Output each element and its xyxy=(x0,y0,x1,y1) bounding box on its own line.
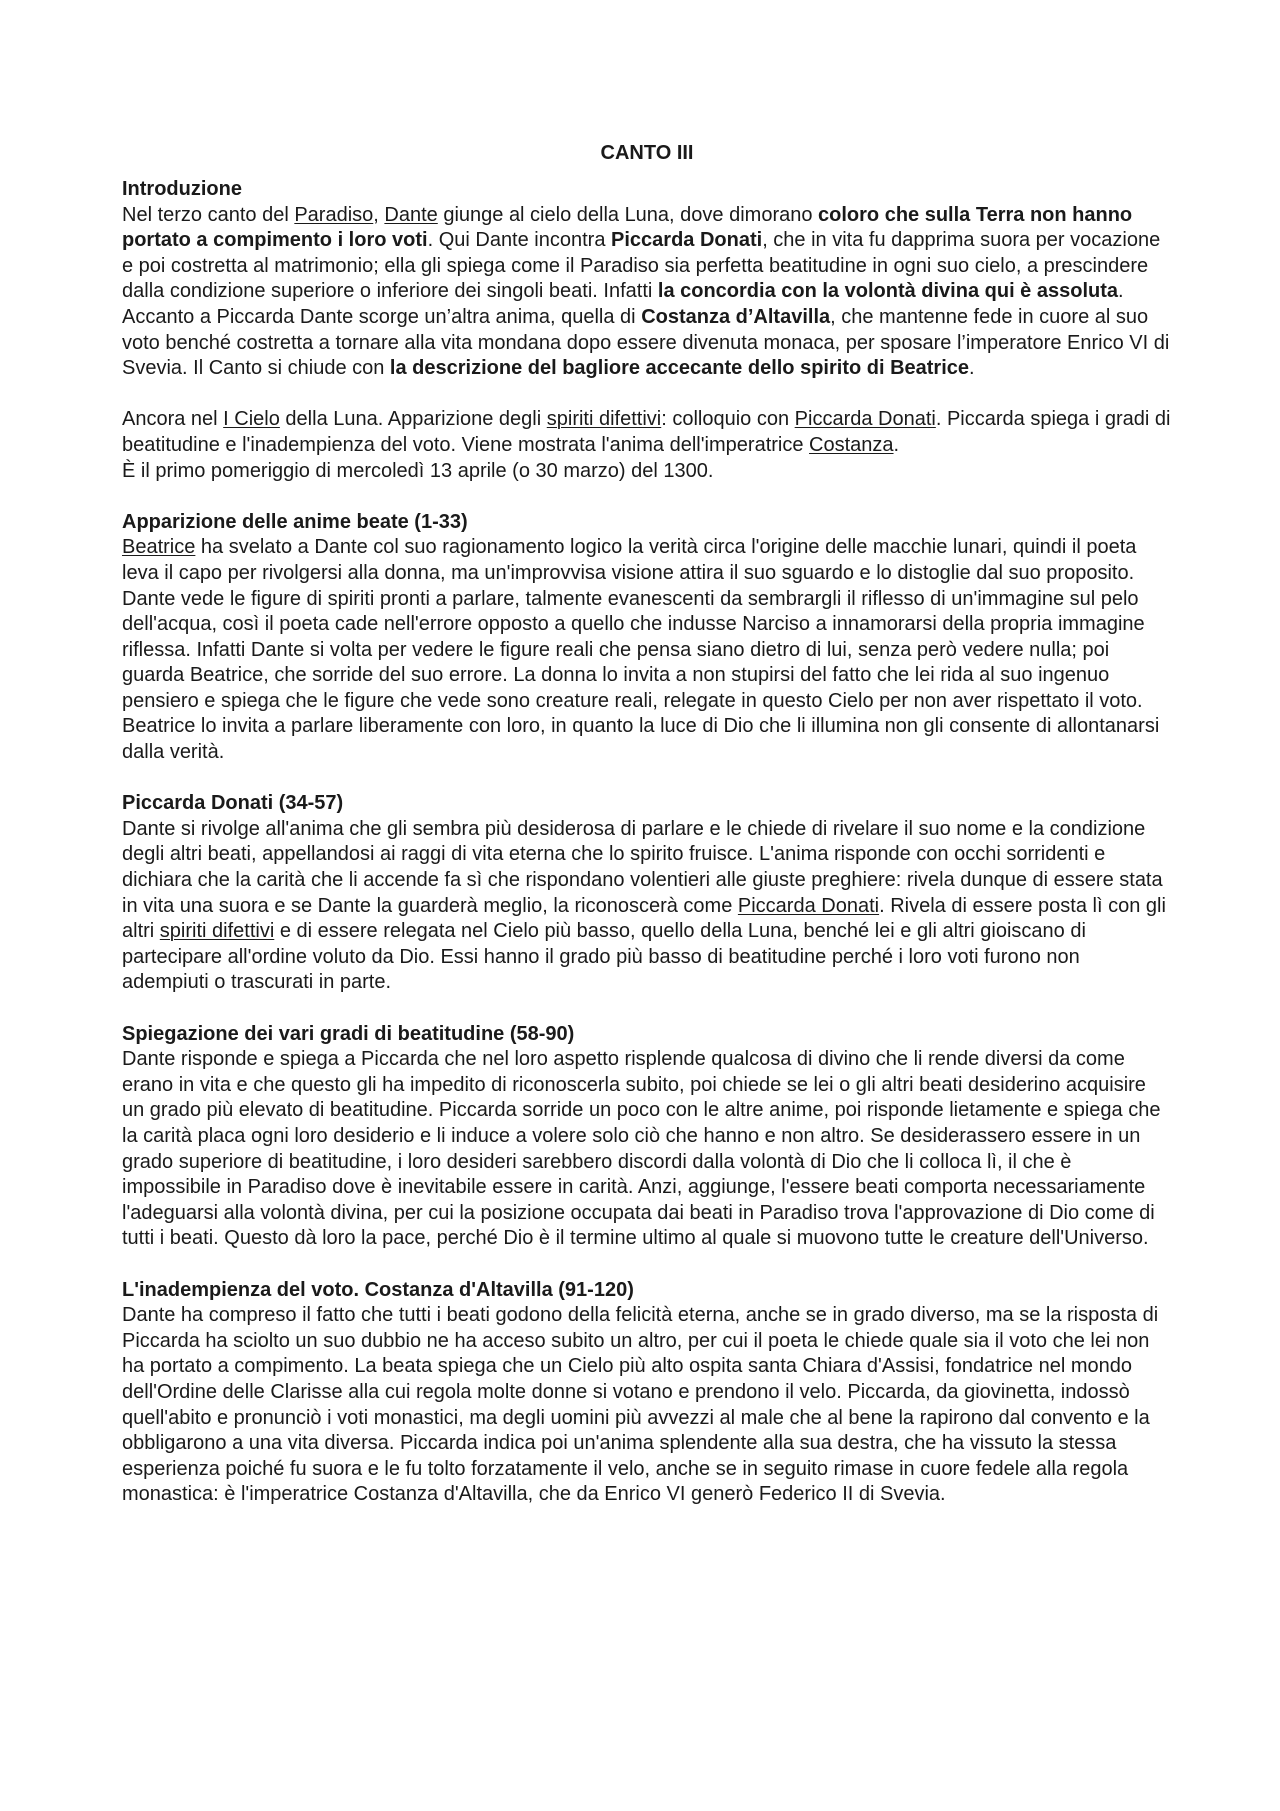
link-text[interactable]: spiriti difettivi xyxy=(546,408,662,431)
section-heading: L'inadempienza del voto. Costanza d'Altavilla (91-120) xyxy=(122,1278,634,1301)
body-text: Nel terzo canto del xyxy=(122,203,295,226)
section-heading: Spiegazione dei vari gradi di beatitudine (58-90) xyxy=(122,1022,575,1045)
bold-text: Piccarda Donati xyxy=(611,229,763,252)
body-text: Dante si rivolge all'anima che gli sembra più desiderosa di parlare e le chiede di rivelare il suo nome e la condizione degli altri beati, appellandosi ai raggi di vita eterna che lo spirito fruisce. L'anima risponde con occhi sorridenti e dichiara che la carità che li accende fa sì che rispondano volentieri alle giuste preghiere: rivela dunque di essere stata in vita una suora e se Dante la guarderà meglio, la riconoscerà come xyxy=(122,817,1163,917)
link-text[interactable]: Piccarda Donati xyxy=(737,894,880,917)
spacer xyxy=(122,382,1172,408)
link-text[interactable]: Piccarda Donati xyxy=(794,408,936,431)
intro-paragraph xyxy=(122,203,1172,382)
body-text: . Rivela di essere posta lì con gli altri xyxy=(122,894,1166,943)
body-text: . Qui Dante incontra xyxy=(427,229,612,252)
document-page xyxy=(122,140,1172,1508)
section-heading: Piccarda Donati (34-57) xyxy=(122,792,344,815)
body-text: È il primo pomeriggio di mercoledì 13 aprile (o 30 marzo) del 1300. xyxy=(122,459,714,482)
spacer xyxy=(122,996,1172,1022)
spacer xyxy=(122,1252,1172,1278)
section-piccarda xyxy=(122,791,1172,996)
body-text: . xyxy=(969,357,975,380)
section-apparizione xyxy=(122,510,1172,766)
section-paragraph xyxy=(122,817,1172,996)
link-text[interactable]: Paradiso xyxy=(294,203,374,226)
spacer xyxy=(122,484,1172,510)
section-paragraph xyxy=(122,1303,1172,1508)
body-text: Ancora nel xyxy=(122,408,224,431)
body-text: ha svelato a Dante col suo ragionamento logico la verità circa l'origine delle macchie lunari, quindi il poeta leva il capo per rivolgersi alla donna, ma un'improvvisa visione attira il suo sguardo e lo distoglie dal suo proposito. Dante vede le figure di spiriti pronti a parlare, talmente evanescenti da sembrargli il riflesso di un'immagine sul pelo dell'acqua, così il poeta cade nell'errore opposto a quello che indusse Narciso a innamorarsi della propria immagine riflessa. Infatti Dante si volta per vedere le figure reali che pensa siano dietro di lui, senza però vedere nulla; poi guarda Beatrice, che sorride del suo errore. La donna lo invita a non stupirsi del fatto che lei rida al suo ingenuo pensiero e spiega che le figure che vede sono creature reali, relegate in questo Cielo per non aver rispettato il voto. Beatrice lo invita a parlare liberamente con loro, in quanto la luce di Dio che li illumina non gli consente di allontanarsi dalla verità. xyxy=(122,536,1160,764)
link-text[interactable]: Costanza xyxy=(809,433,894,456)
body-text: , che mantenne fede in cuore al suo voto benché costretta a tornare alla vita mondana dopo essere divenuta monaca, per sposare l’imperatore Enrico VI di Svevia. Il Canto si chiude con xyxy=(122,305,1170,380)
body-text: , xyxy=(373,203,385,226)
body-text: giunge al cielo della Luna, dove dimorano xyxy=(437,203,819,226)
section-heading: Apparizione delle anime beate (1-33) xyxy=(122,510,468,533)
body-text: Dante ha compreso il fatto che tutti i beati godono della felicità eterna, anche se in grado diverso, ma se la risposta di Piccarda ha sciolto un suo dubbio ne ha acceso subito un altro, per cui il poeta le chiede quale sia il voto che lei non ha portato a compimento. La beata spiega che un Cielo più alto ospita santa Chiara d'Assisi, fondatrice nel mondo dell'Ordine delle Clarisse alla cui regola molte donne si votano e prendono il velo. Piccarda, da giovinetta, indossò quell'abito e pronunciò i voti monastici, ma degli uomini più avvezzi al male che al bene la rapirono dal convento e la obbligarono a una vita diversa. Piccarda indica poi un'anima splendente alla sua destra, che ha vissuto la stessa esperienza poiché fu suora e le fu tolto forzatamente il velo, anche se in seguito rimase in cuore fedele alla regola monastica: è l'imperatrice Costanza d'Altavilla, che da Enrico VI generò Federico II di Svevia. xyxy=(122,1304,1159,1506)
body-text: . Piccarda spiega i gradi di beatitudine e l'inadempienza del voto. Viene mostrata l'anima dell'imperatrice xyxy=(122,408,1171,456)
bold-text: Costanza d’Altavilla xyxy=(641,305,831,328)
link-text[interactable]: spiriti difettivi xyxy=(159,920,275,943)
body-text: e di essere relegata nel Cielo più basso, quello della Luna, benché lei e gli altri gioiscano di partecipare all'ordine voluto da Dio. Essi hanno il grado più basso di beatitudine perché i loro voti furono non adempiuti o trascurati in parte. xyxy=(122,920,1086,994)
intro-section xyxy=(122,177,1172,382)
section-costanza xyxy=(122,1278,1172,1508)
bold-text: coloro che sulla Terra non hanno portato a compimento i loro voti xyxy=(122,203,1133,252)
bold-text: la concordia con la volontà divina qui è assoluta xyxy=(657,280,1118,303)
body-text: della Luna. Apparizione degli xyxy=(279,408,547,431)
summary-paragraph xyxy=(122,407,1172,484)
link-text[interactable]: Dante xyxy=(384,203,438,226)
body-text: . Accanto a Piccarda Dante scorge un’altra anima, quella di xyxy=(122,280,1124,328)
section-gradi-beatitudine xyxy=(122,1022,1172,1252)
body-text: : colloquio con xyxy=(661,408,795,431)
body-text: , che in vita fu dapprima suora per vocazione e poi costretta al matrimonio; ella gli spiega come il Paradiso sia perfetta beatitudine in ogni suo cielo, a prescindere dalla condizione superiore o inferiore dei singoli beati. Infatti xyxy=(122,229,1161,303)
body-text: . xyxy=(893,433,900,456)
link-text[interactable]: Beatrice xyxy=(122,536,196,559)
page-title: CANTO III xyxy=(600,142,694,164)
section-paragraph xyxy=(122,535,1172,765)
link-text[interactable]: I Cielo xyxy=(223,408,280,431)
summary-section xyxy=(122,407,1172,484)
bold-text: la descrizione del bagliore accecante dello spirito di Beatrice xyxy=(389,357,970,380)
body-text: Dante risponde e spiega a Piccarda che nel loro aspetto risplende qualcosa di divino che li rende diversi da come erano in vita e che questo gli ha impedito di riconoscerla subito, poi chiede se lei o gli altri beati desiderino acquisire un grado più elevato di beatitudine. Piccarda sorride un poco con le altre anime, poi risponde lietamente e spiega che la carità placa ogni loro desiderio e li induce a volere solo ciò che hanno e non altro. Se desiderassero essere in un grado superiore di beatitudine, i loro desideri sarebbero discordi dalla volontà di Dio che li colloca lì, il che è impossibile in Paradiso dove è inevitabile essere in carità. Anzi, aggiunge, l'essere beati comporta necessariamente l'adeguarsi alla volontà divina, per cui la posizione occupata dai beati in Paradiso trova l'approvazione di Dio come di tutti i beati. Questo dà loro la pace, perché Dio è il termine ultimo al quale si muovono tutte le creature dell'Universo. xyxy=(122,1048,1161,1250)
intro-heading: Introduzione xyxy=(122,178,242,200)
section-paragraph xyxy=(122,1047,1172,1252)
spacer xyxy=(122,766,1172,792)
